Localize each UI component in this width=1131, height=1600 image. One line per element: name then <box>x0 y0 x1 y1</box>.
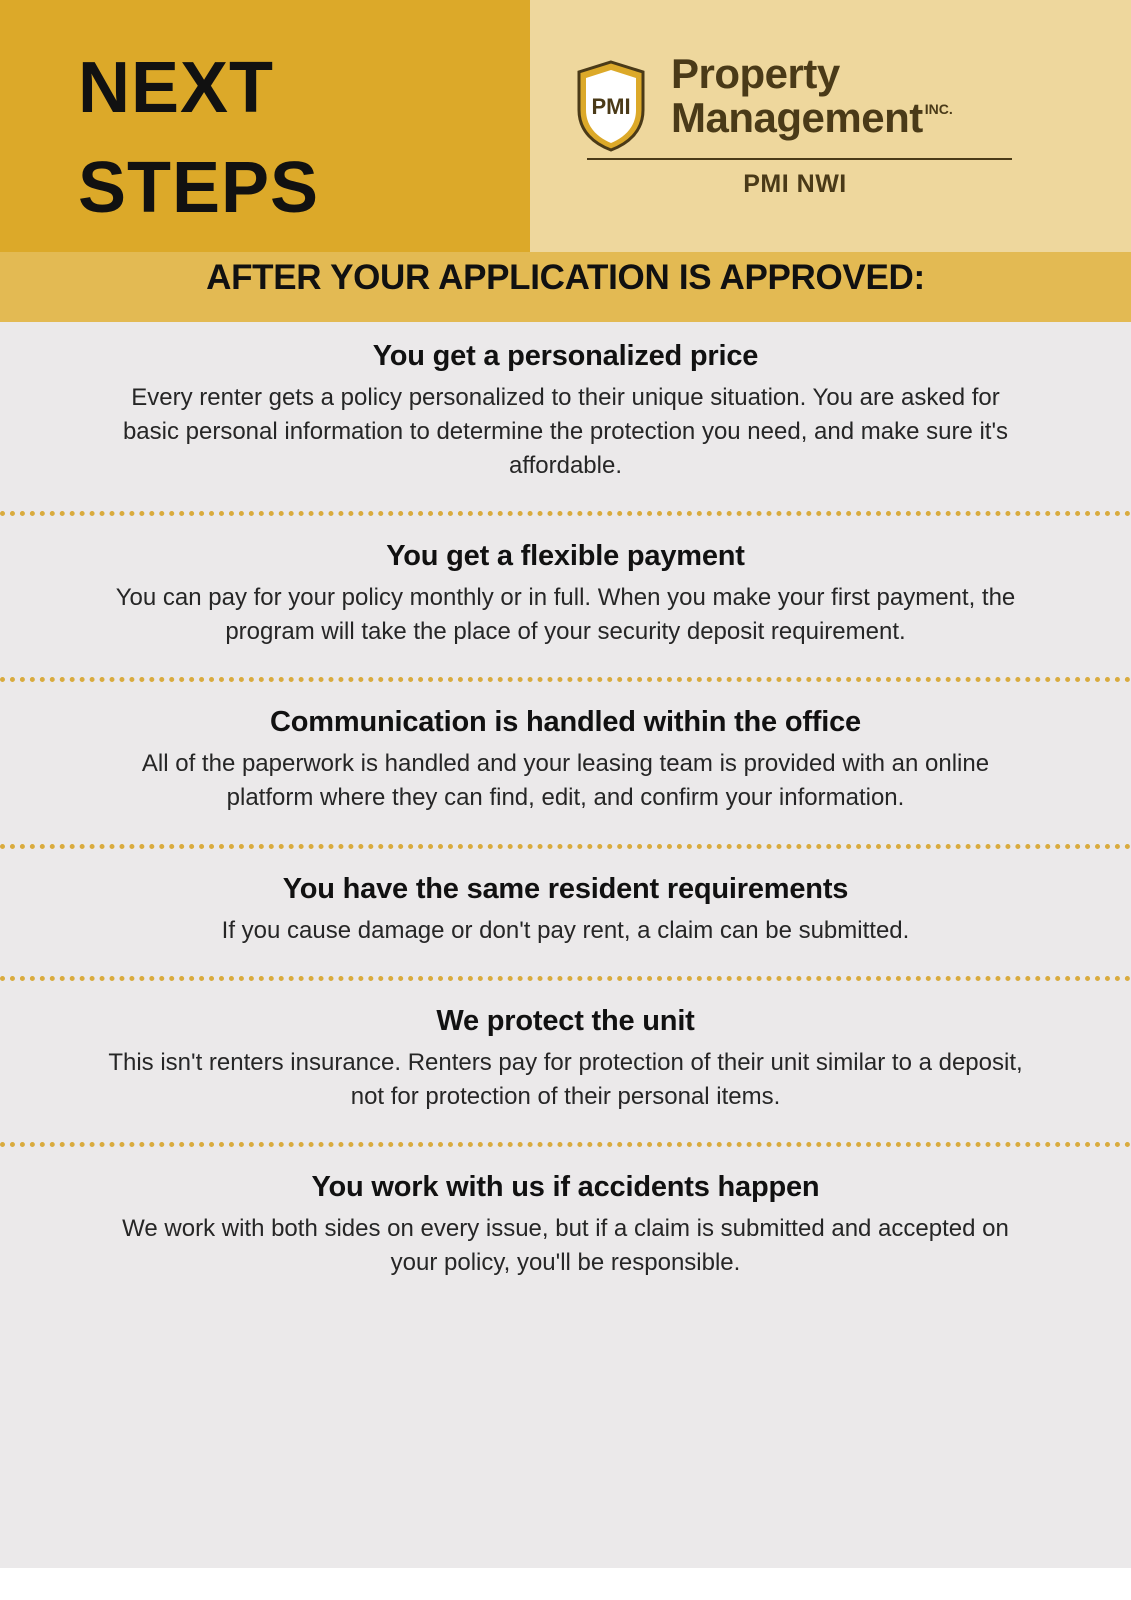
step-heading: We protect the unit <box>436 1004 695 1037</box>
header-banner <box>0 0 1131 322</box>
step-body: Every renter gets a policy personalized to their unique situation. You are asked for basic personal information to determine the protection you need, and make sure it's affordable. <box>122 384 1009 480</box>
pmi-wordmark <box>671 52 1011 140</box>
step-heading: Communication is handled within the office <box>270 706 861 739</box>
step-body: If you cause damage or don't pay rent, a claim can be submitted. <box>221 916 910 944</box>
svg-text:PMI: PMI <box>591 94 631 119</box>
office-name: PMI NWI <box>743 170 847 198</box>
brand-line-1: Property <box>671 50 840 97</box>
logo-divider <box>587 158 1012 160</box>
step-heading: You get a personalized price <box>372 340 759 372</box>
step-heading: You work with us if accidents happen <box>311 1170 820 1203</box>
page-title-line-2: STEPS <box>78 148 320 228</box>
step-body: All of the paperwork is handled and your leasing team is provided with an online platform where they can find, edit, and confirm your information. <box>141 750 990 812</box>
header-subtitle: AFTER YOUR APPLICATION IS APPROVED: <box>206 258 925 297</box>
step-section <box>0 688 1131 831</box>
step-section <box>0 855 1131 964</box>
step-section <box>0 522 1131 665</box>
brand-suffix: INC. <box>924 101 953 118</box>
step-heading: You get a flexible payment <box>386 540 745 573</box>
sections-list <box>0 322 1131 1296</box>
footer-bar <box>0 1568 1131 1600</box>
pmi-shield-icon <box>575 60 647 152</box>
dotted-divider <box>0 1142 1131 1147</box>
step-body: We work with both sides on every issue, but if a claim is submitted and accepted on your policy, you'll be responsible. <box>122 1214 1009 1276</box>
step-body: You can pay for your policy monthly or in full. When you make your first payment, the program will take the place of your security deposit requirement. <box>115 584 1016 646</box>
dotted-divider <box>0 677 1131 682</box>
dotted-divider <box>0 511 1131 516</box>
brand-line-2: Management <box>671 94 923 142</box>
step-section <box>0 1153 1131 1296</box>
dotted-divider <box>0 844 1131 849</box>
step-body: This isn't renters insurance. Renters pay for protection of their unit similar to a deposit, not for protection of their personal items. <box>108 1048 1023 1110</box>
dotted-divider <box>0 976 1131 981</box>
step-heading: You have the same resident requirements <box>282 872 849 905</box>
step-section <box>0 987 1131 1130</box>
step-section <box>0 322 1131 499</box>
pmi-logo <box>575 52 1015 212</box>
page-title-line-1: NEXT <box>78 48 275 128</box>
